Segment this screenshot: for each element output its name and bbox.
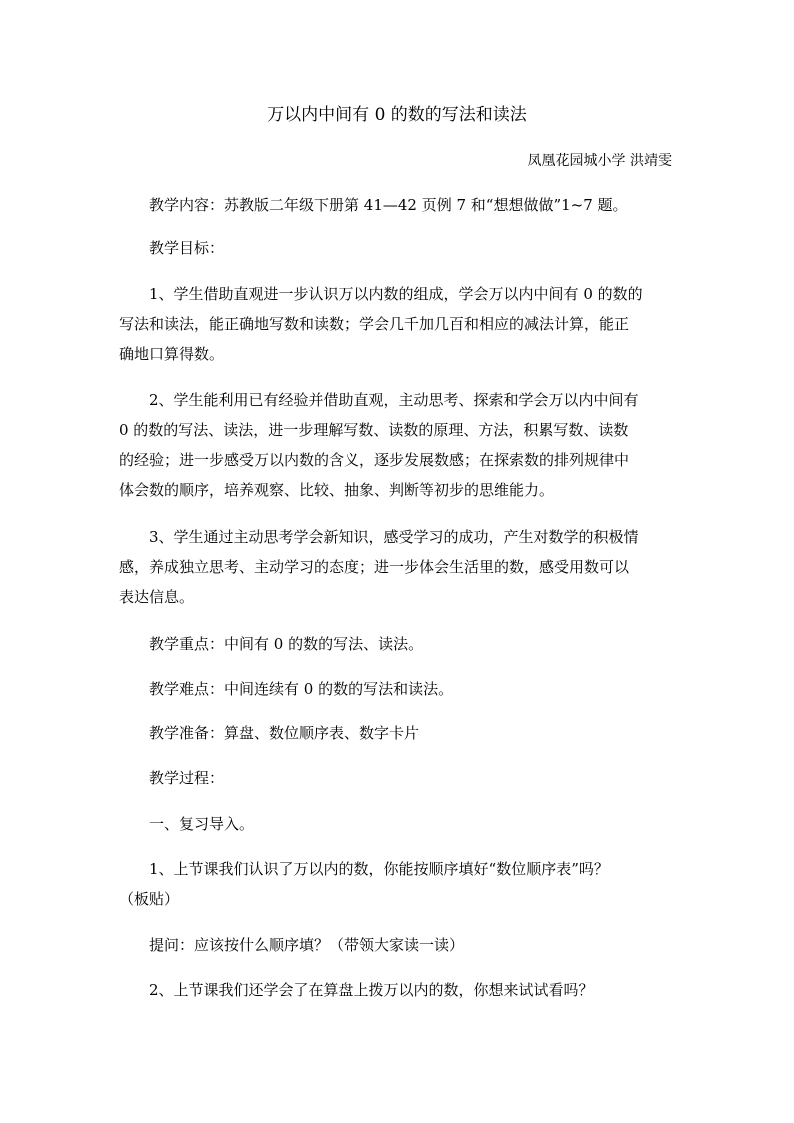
goal-2-line-4: 体会数的顺序，培养观察、比较、抽象、判断等初步的思维能力。 (119, 481, 555, 499)
goal-3-line-3: 表达信息。 (119, 588, 195, 606)
review-item-2-line: 2、上节课我们还学会了在算盘上拨万以内的数，你想来试试看吗？ (149, 981, 594, 999)
goal-1-line-1: 1、学生借助直观进一步认识万以内数的组成，学会万以内中间有 0 的数的 (149, 285, 643, 303)
document-title: 万以内中间有 0 的数的写法和读法 (267, 105, 527, 125)
difficult-point-line: 教学难点：中间连续有 0 的数的写法和读法。 (149, 680, 454, 698)
goal-1-line-2: 写法和读法，能正确地写数和读数；学会几千加几百和相应的减法计算，能正 (119, 315, 630, 333)
goal-3-line-2: 感，养成独立思考、主动学习的态度；进一步体会生活里的数，感受用数可以 (119, 558, 630, 576)
key-point-line: 教学重点：中间有 0 的数的写法、读法。 (149, 635, 424, 653)
goal-2-line-1: 2、学生能利用已有经验并借助直观，主动思考、探索和学会万以内中间有 (149, 391, 639, 409)
preparation-line: 教学准备：算盘、数位顺序表、数字卡片 (149, 724, 420, 742)
review-item-1-line-1: 1、上节课我们认识了万以内的数，你能按顺序填好“数位顺序表”吗？ (149, 860, 609, 878)
goal-1-line-3: 确地口算得数。 (119, 345, 225, 363)
goal-2-line-2: 0 的数的写法、读法，进一步理解写数、读数的原理、方法，积累写数、读数 (119, 421, 629, 439)
teaching-goals-heading: 教学目标： (149, 239, 225, 257)
question-line: 提问：应该按什么顺序填？（带领大家读一读） (149, 936, 465, 954)
section-review-heading: 一、复习导入。 (149, 815, 255, 833)
goal-3-line-1: 3、学生通过主动思考学会新知识，感受学习的成功，产生对数学的积极情 (149, 528, 639, 546)
document-author: 凤凰花园城小学 洪靖雯 (527, 153, 672, 169)
goal-2-line-3: 的经验；进一步感受万以内数的含义，逐步发展数感；在探索数的排列规律中 (119, 451, 630, 469)
teaching-content-line: 教学内容：苏教版二年级下册第 41—42 页例 7 和“想想做做”1~7 题。 (149, 196, 628, 214)
review-item-1-line-2: （板贴） (119, 890, 180, 908)
process-heading: 教学过程： (149, 769, 225, 787)
